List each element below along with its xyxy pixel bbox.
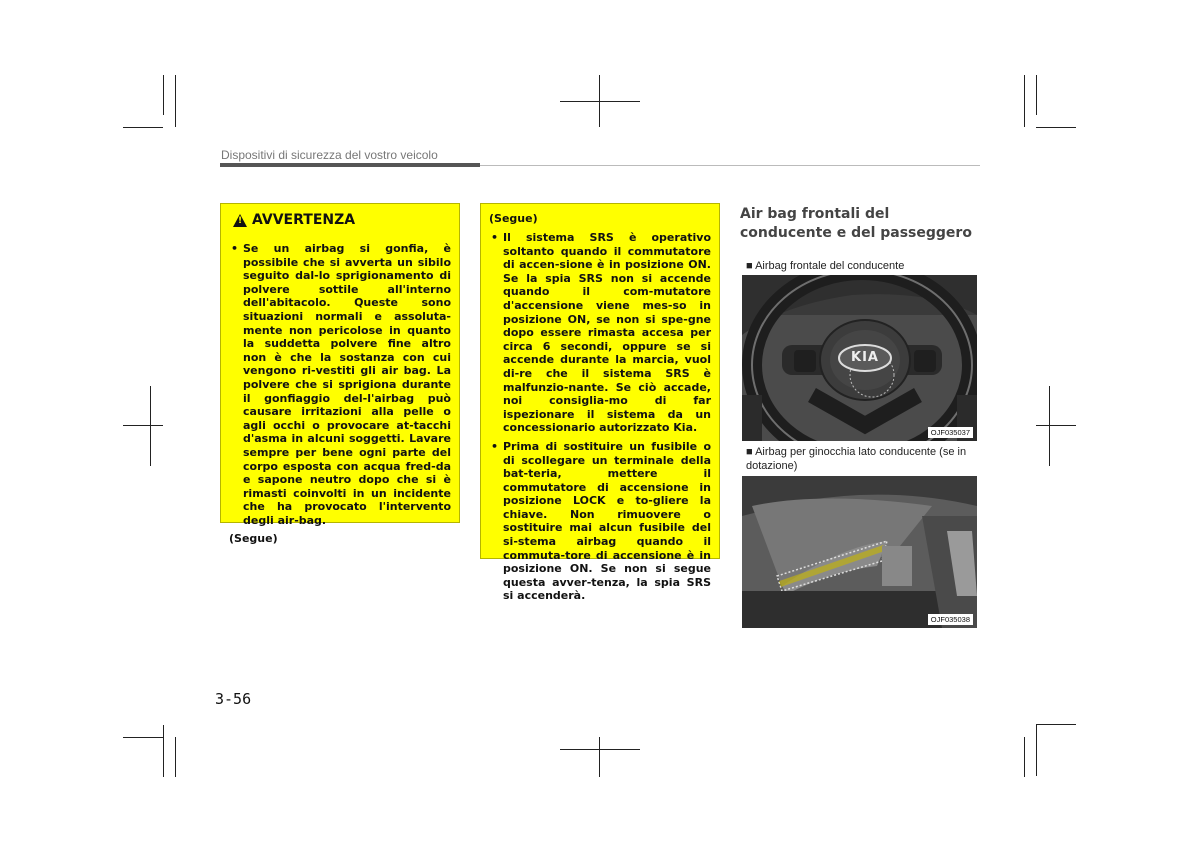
crop-mark <box>1049 386 1050 466</box>
crop-mark <box>150 386 151 466</box>
crop-mark <box>175 737 176 777</box>
steering-wheel-photo <box>742 275 977 441</box>
figure-caption: ■ Airbag frontale del conducente <box>746 260 905 272</box>
crop-mark <box>1024 75 1025 127</box>
warning-item: • Il sistema SRS è operativo soltanto quando il commutatore di accen-sione è in posizione ON. Se la spia SRS non si accende quando il com-mutatore d'accensione viene mes-so in posizione ON, se non si spe-gne dopo essere rimasta accesa per circa 6 secondi, oppure se si accende durante la marcia, vuol di-re che il sistema SRS è malfunzio-nante. Se ciò accade, noi consiglia-mo di far ispezionare il sistema da un concessionario autorizzato Kia. <box>489 231 711 435</box>
page-number: 3-56 <box>215 690 252 708</box>
crop-mark <box>1036 425 1076 426</box>
crop-mark <box>123 127 163 128</box>
crop-mark <box>163 75 164 115</box>
figure-code: OJF035037 <box>928 427 973 438</box>
crop-mark <box>175 75 176 127</box>
warning-title <box>233 212 451 228</box>
warning-box-left <box>220 203 460 546</box>
header-rule <box>220 163 480 167</box>
crop-mark <box>599 737 600 777</box>
warning-list <box>489 231 711 603</box>
crop-mark <box>1024 737 1025 777</box>
continued-label: (Segue) <box>229 532 278 546</box>
crop-mark <box>560 101 640 102</box>
continued-label: (Segue) <box>489 212 538 225</box>
crop-mark <box>123 737 163 738</box>
warning-triangle-icon <box>233 214 247 227</box>
crop-mark <box>1036 127 1076 128</box>
crop-mark <box>123 425 163 426</box>
section-header: Dispositivi di sicurezza del vostro veicolo <box>221 148 438 162</box>
section-title: Air bag frontali del conducente e del passeggero <box>740 206 972 241</box>
warning-item: • Se un airbag si gonfia, è possibile che si avverta un sibilo seguito dal-lo sprigionamento di polvere sottile all'interno dell'abitacolo. Queste sono situazioni normali e assoluta-mente non pericolose in quanto la suddetta polvere fine altro non è che la sostanza con cui vengono ri-vestiti gli air bag. La polvere che si sprigiona durante il gonfiaggio del-l'airbag può causare irritazioni alla pelle o agli occhi o provocare at-tacchi d'asma in alcuni soggetti. Lavare sempre per bene ogni parte del corpo esposta con acqua fred-da e sapone neutro dopo che si è rimasti coinvolti in un incidente che ha provocato l'intervento degli air-bag. <box>229 242 451 527</box>
crop-mark <box>1036 75 1037 115</box>
kia-logo: KIA <box>851 350 879 365</box>
warning-title-text: AVVERTENZA <box>252 212 356 228</box>
header-rule <box>480 165 980 166</box>
crop-mark <box>1036 724 1076 725</box>
knee-airbag-photo <box>742 476 977 628</box>
crop-mark <box>163 725 164 777</box>
crop-mark <box>560 749 640 750</box>
warning-item: • Prima di sostituire un fusibile o di scollegare un terminale della bat-teria, mettere il commutatore di accensione in posizione LOCK e to-gliere la chiave. Non rimuovere o sostituire mai alcun fusibile del si-stema airbag quando il commuta-tore di accensione è in posizione ON. Se non si segue questa avver-tenza, la spia SRS si accenderà. <box>489 440 711 603</box>
crop-mark <box>1036 724 1037 776</box>
warning-list <box>229 242 451 527</box>
figure-caption: ■ Airbag per ginocchia lato conducente (se in dotazione) <box>746 446 967 472</box>
figure-code: OJF035038 <box>928 614 973 625</box>
warning-box-right <box>480 203 720 603</box>
knee-airbag-illustration <box>742 476 977 628</box>
